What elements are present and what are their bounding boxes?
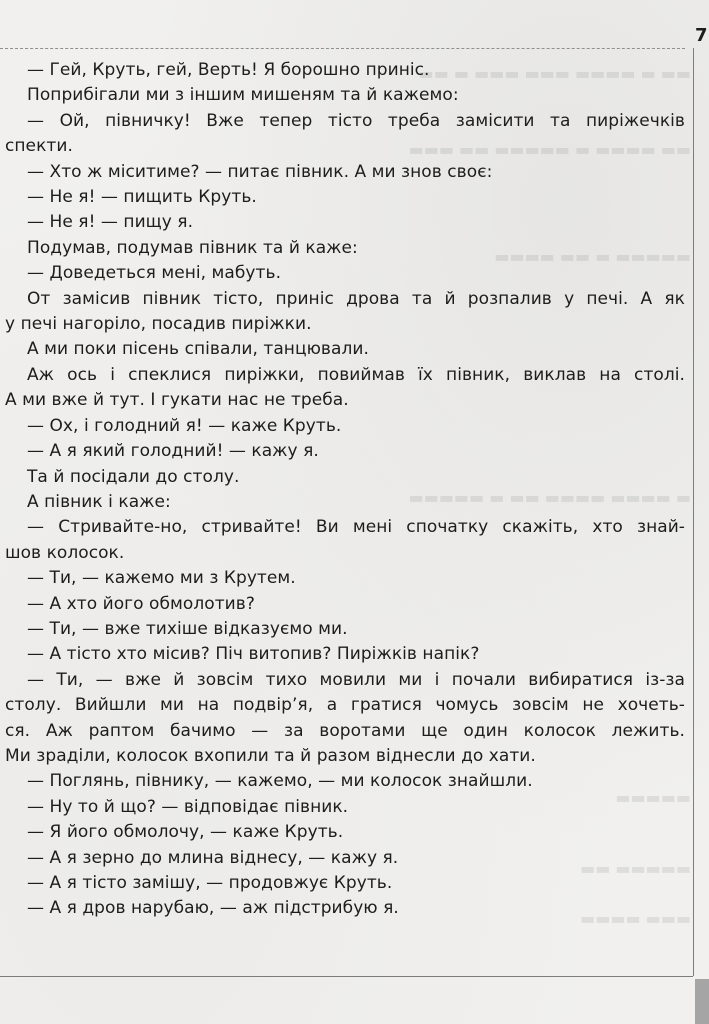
story-line: — Ох, і голодний я! — каже Круть. [27,415,342,436]
story-line: От замісив півник тісто, приніс дрова та й розпалив у печі. А як [27,288,685,309]
story-text [5,58,685,922]
right-margin-rule [693,48,694,976]
story-line: — Гей, Круть, гей, Верть! Я борошно приніс. [27,60,430,80]
bottom-margin-rule [0,976,693,977]
story-line: — Ой, півничку! Вже тепер тісто треба замісити та пиріжечків [27,110,685,131]
story-line: — А тісто хто місив? Піч витопив? Пиріжків напік? [27,644,480,665]
top-dashed-rule [0,48,685,49]
story-line: — Ну то й що? — відповідає півник. [27,796,349,817]
story-line: — Ти, — вже й зовсім тихо мовили ми і почали вибиратися із-за [27,669,685,690]
story-line: Поприбігали ми з іншим мишеням та й кажемо: [27,85,459,106]
story-line: Та й посідали до столу. [27,466,240,487]
story-line: — Не я! — пищу я. [27,212,194,233]
story-line: столу. Вийшли ми на подвір’я, а гратися чомусь зовсім не хочеть- [5,695,685,716]
story-line: — Ти, — кажемо ми з Крутем. [27,568,296,589]
story-line: — Доведеться мені, мабуть. [27,263,282,284]
story-line: ся. Аж раптом бачимо — за воротами ще один колосок лежить. [5,720,685,741]
story-line: — А я тісто замішу, — продовжує Круть. [27,873,393,893]
story-line: — А я який голодний! — кажу я. [27,441,319,462]
story-line: А ми вже й тут. І гукати нас не треба. [5,390,349,411]
story-line: — Не я! — пищить Круть. [27,187,257,208]
story-line: Аж ось і спеклися пиріжки, повиймав їх півник, виклав на столі. [27,364,685,385]
page-number: 7 [695,25,708,46]
story-line: Ми зраділи, колосок вхопили та й разом віднесли до хати. [5,745,536,766]
story-line: — А я зерно до млина віднесу, — кажу я. [27,847,399,868]
story-line: А півник і каже: [27,491,171,512]
story-line: — А я дров нарубаю, — аж підстрибую я. [27,898,399,919]
story-line: — Поглянь, півнику, — кажемо, — ми колосок знайшли. [27,771,533,792]
story-line: у печі нагоріло, посадив пиріжки. [5,314,312,335]
story-line: — Хто ж міситиме? — питає півник. А ми знов своє: [27,161,493,182]
story-line: — А хто його обмолотив? [27,593,255,614]
story-line: Подумав, подумав півник та й каже: [27,237,358,258]
story-line: спекти. [5,136,73,157]
story-line: шов колосок. [5,542,125,563]
side-tab-marker [695,979,709,1024]
story-line: А ми поки пісень співали, танцювали. [27,339,369,360]
story-line: — Ти, — вже тихіше відказуємо ми. [27,618,348,639]
story-line: — Я його обмолочу, — каже Круть. [27,822,344,843]
story-line: — Стривайте-но, стривайте! Ви мені спочатку скажіть, хто знай- [27,517,685,538]
